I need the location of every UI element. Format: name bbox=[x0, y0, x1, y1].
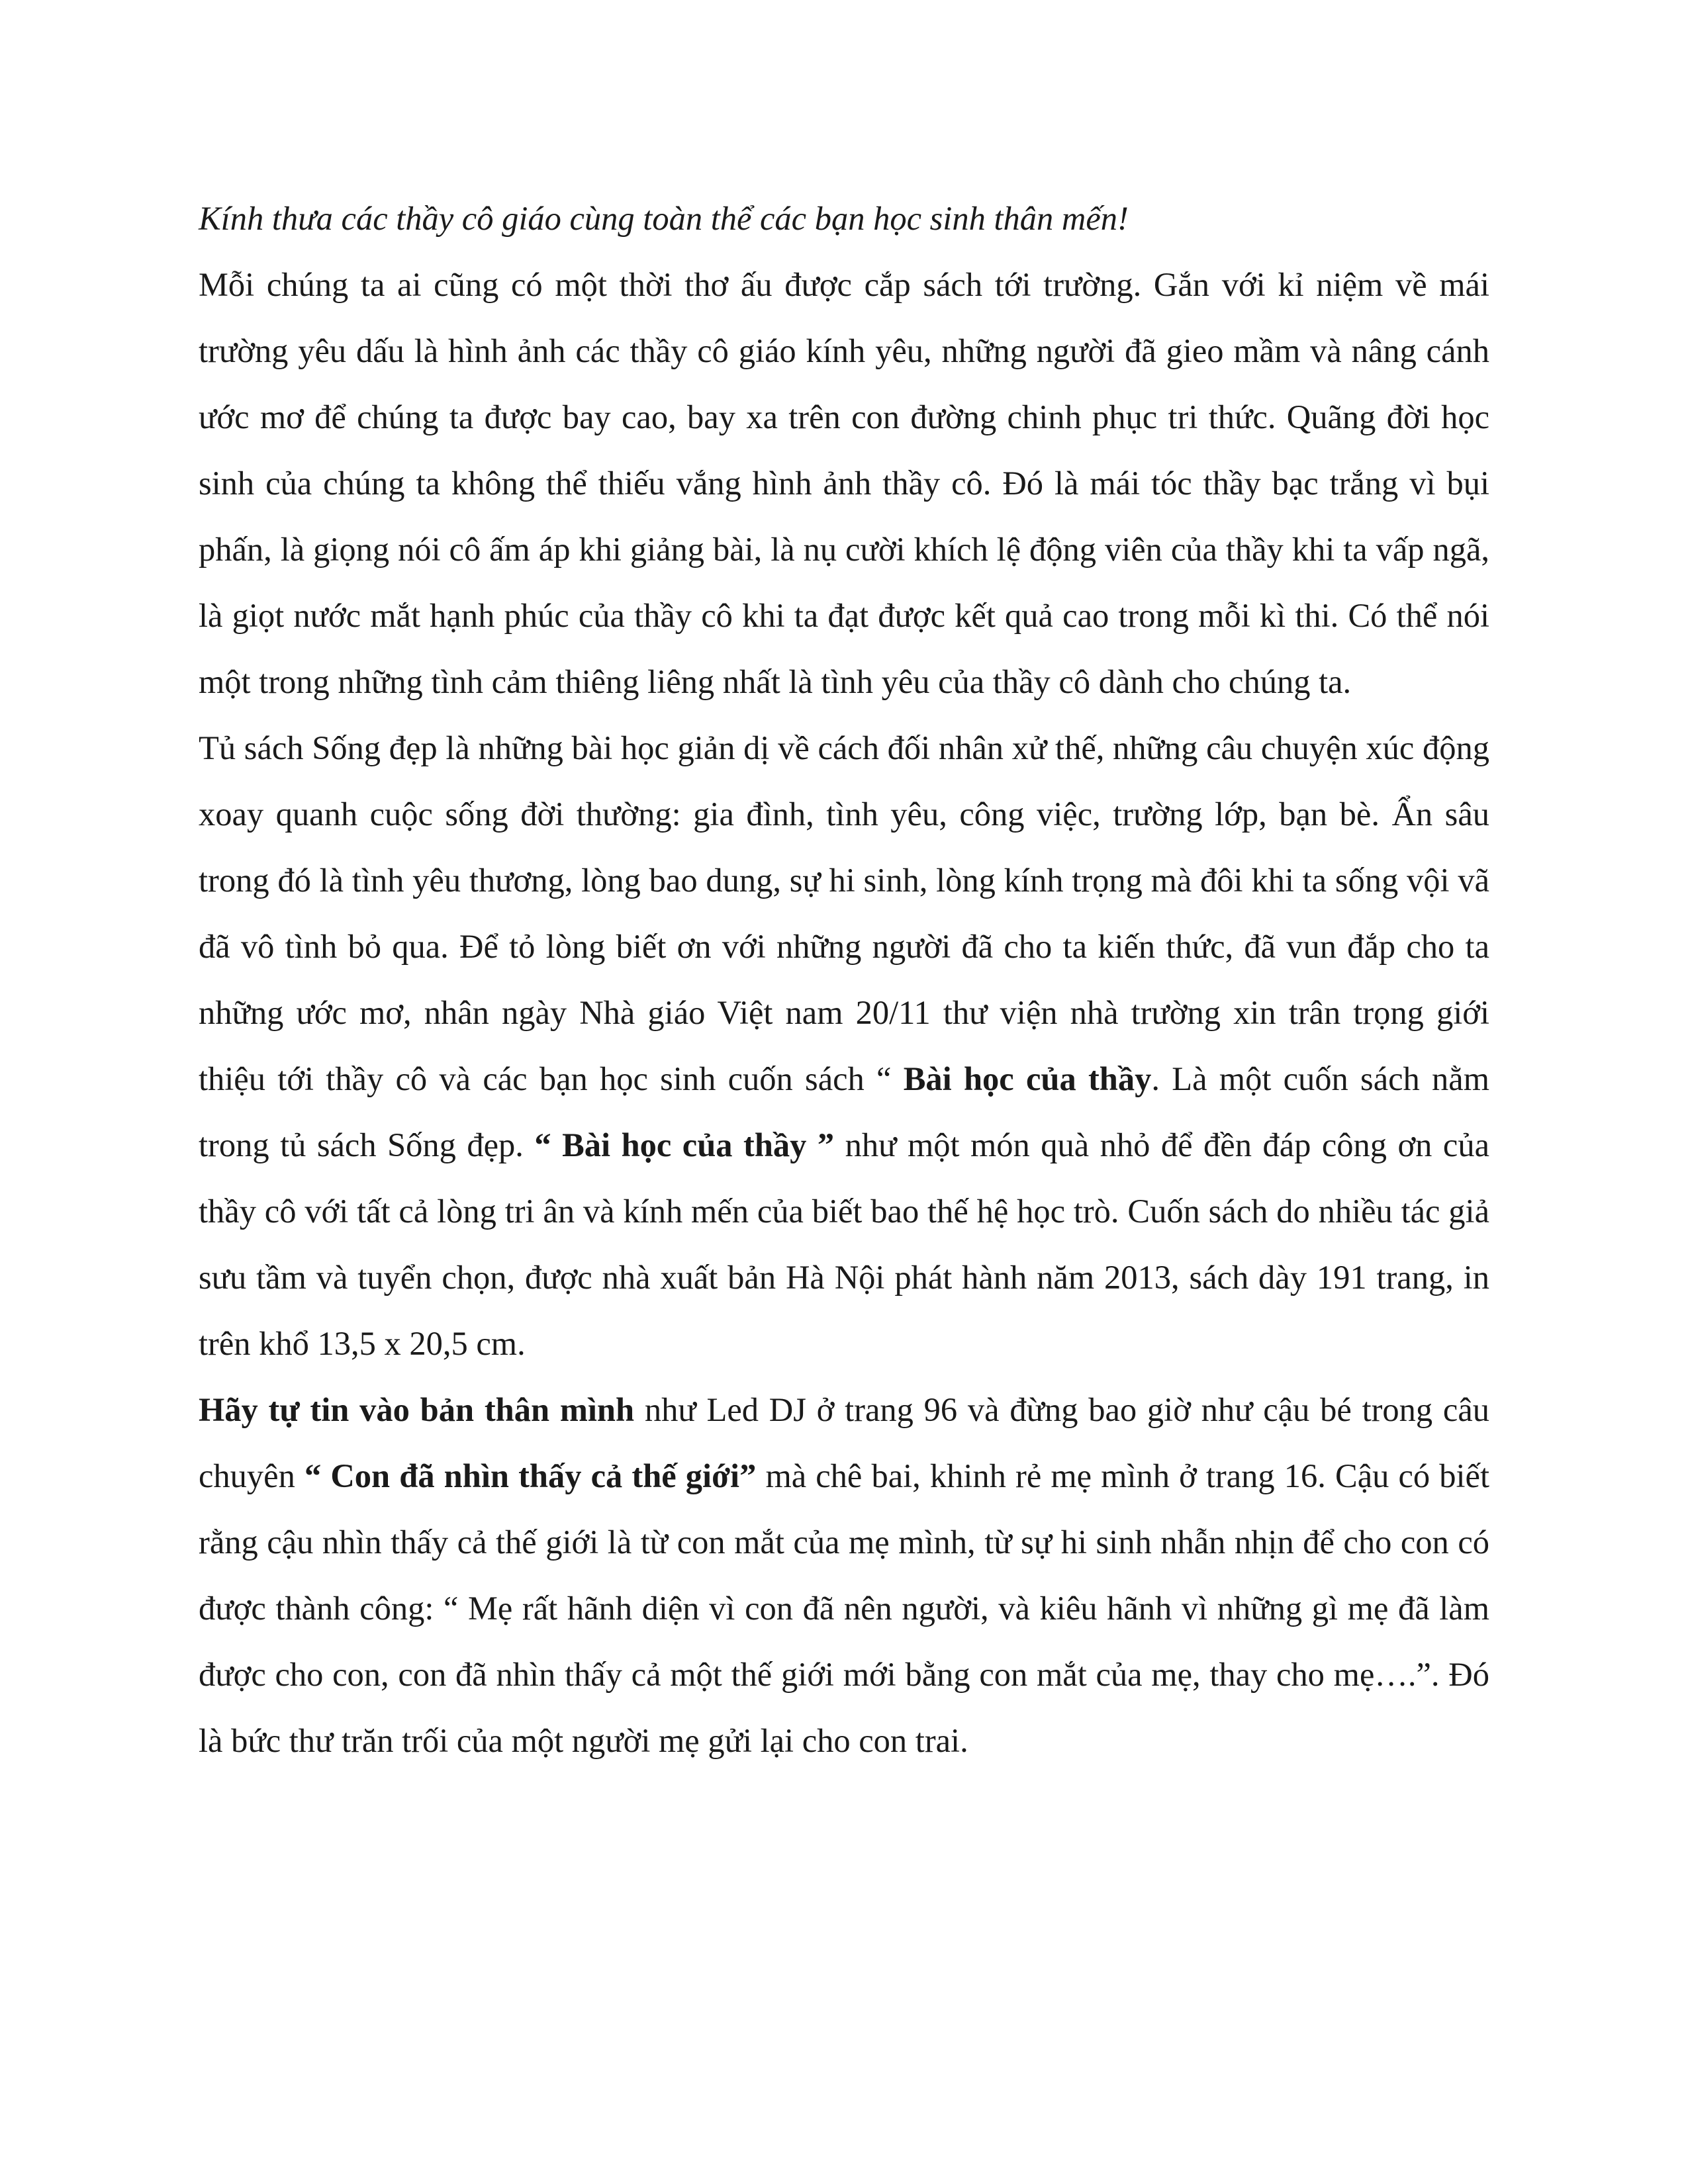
story-title-world-bold: “ Con đã nhìn thấy cả thế giới” bbox=[304, 1457, 757, 1494]
paragraph-book-introduction bbox=[199, 715, 1489, 1377]
book-title-quoted-bold: “ Bài học của thầy ” bbox=[534, 1126, 835, 1163]
paragraph-stories-text-1: như Led DJ ở trang 96 và đừng bao giờ như cậu bé trong câu chuyên bbox=[199, 1391, 1490, 1494]
greeting-line: Kính thưa các thầy cô giáo cùng toàn thể các bạn học sinh thân mến! bbox=[199, 200, 1129, 237]
book-title-bold: Bài học của thầy bbox=[903, 1060, 1152, 1097]
document-body bbox=[199, 185, 1489, 1774]
paragraph-book-text-3: như một món quà nhỏ để đền đáp công ơn của thầy cô với tất cả lòng tri ân và kính mến của biết bao thế hệ học trò. Cuốn sách do nhiều tác giả sưu tầm và tuyển chọn, được nhà xuất bản Hà Nội phát hành năm 2013, sách dày 191 trang, in trên khổ 13,5 x 20,5 cm. bbox=[199, 1126, 1489, 1362]
paragraph-intro: Mỗi chúng ta ai cũng có một thời thơ ấu được cắp sách tới trường. Gắn với kỉ niệm về mái trường yêu dấu là hình ảnh các thầy cô giáo kính yêu, những người đã gieo mầm và nâng cánh ước mơ để chúng ta được bay cao, bay xa trên con đường chinh phục tri thức. Quãng đời học sinh của chúng ta không thể thiếu vắng hình ảnh thầy cô. Đó là mái tóc thầy bạc trắng vì bụi phấn, là giọng nói cô ấm áp khi giảng bài, là nụ cười khích lệ động viên của thầy khi ta vấp ngã, là giọt nước mắt hạnh phúc của thầy cô khi ta đạt được kết quả cao trong mỗi kì thi. Có thể nói một trong những tình cảm thiêng liêng nhất là tình yêu của thầy cô dành cho chúng ta. bbox=[199, 266, 1489, 700]
paragraph-stories-text-2: mà chê bai, khinh rẻ mẹ mình ở trang 16. Cậu có biết rằng cậu nhìn thấy cả thế giới là từ con mắt của mẹ mình, từ sự hi sinh nhẫn nhịn để cho con có được thành công: “ Mẹ rất hãnh diện vì con đã nên người, và kiêu hãnh vì những gì mẹ đã làm được cho con, con đã nhìn thấy cả một thế giới mới bằng con mắt của mẹ, thay cho mẹ….”. Đó là bức thư trăn trối của một người mẹ gửi lại cho con trai. bbox=[199, 1457, 1489, 1759]
paragraph-stories bbox=[199, 1377, 1489, 1774]
paragraph-book-text-2: . Là một cuốn sách nằm trong tủ sách Sống đẹp. bbox=[199, 1060, 1489, 1163]
story-title-confidence-bold: Hãy tự tin vào bản thân mình bbox=[199, 1391, 635, 1428]
paragraph-book-text-1: Tủ sách Sống đẹp là những bài học giản dị về cách đối nhân xử thế, những câu chuyện xúc động xoay quanh cuộc sống đời thường: gia đình, tình yêu, công việc, trường lớp, bạn bè. Ẩn sâu trong đó là tình yêu thương, lòng bao dung, sự hi sinh, lòng kính trọng mà đôi khi ta sống vội vã đã vô tình bỏ qua. Để tỏ lòng biết ơn với những người đã cho ta kiến thức, đã vun đắp cho ta những ước mơ, nhân ngày Nhà giáo Việt nam 20/11 thư viện nhà trường xin trân trọng giới thiệu tới thầy cô và các bạn học sinh cuốn sách “ bbox=[199, 729, 1489, 1097]
